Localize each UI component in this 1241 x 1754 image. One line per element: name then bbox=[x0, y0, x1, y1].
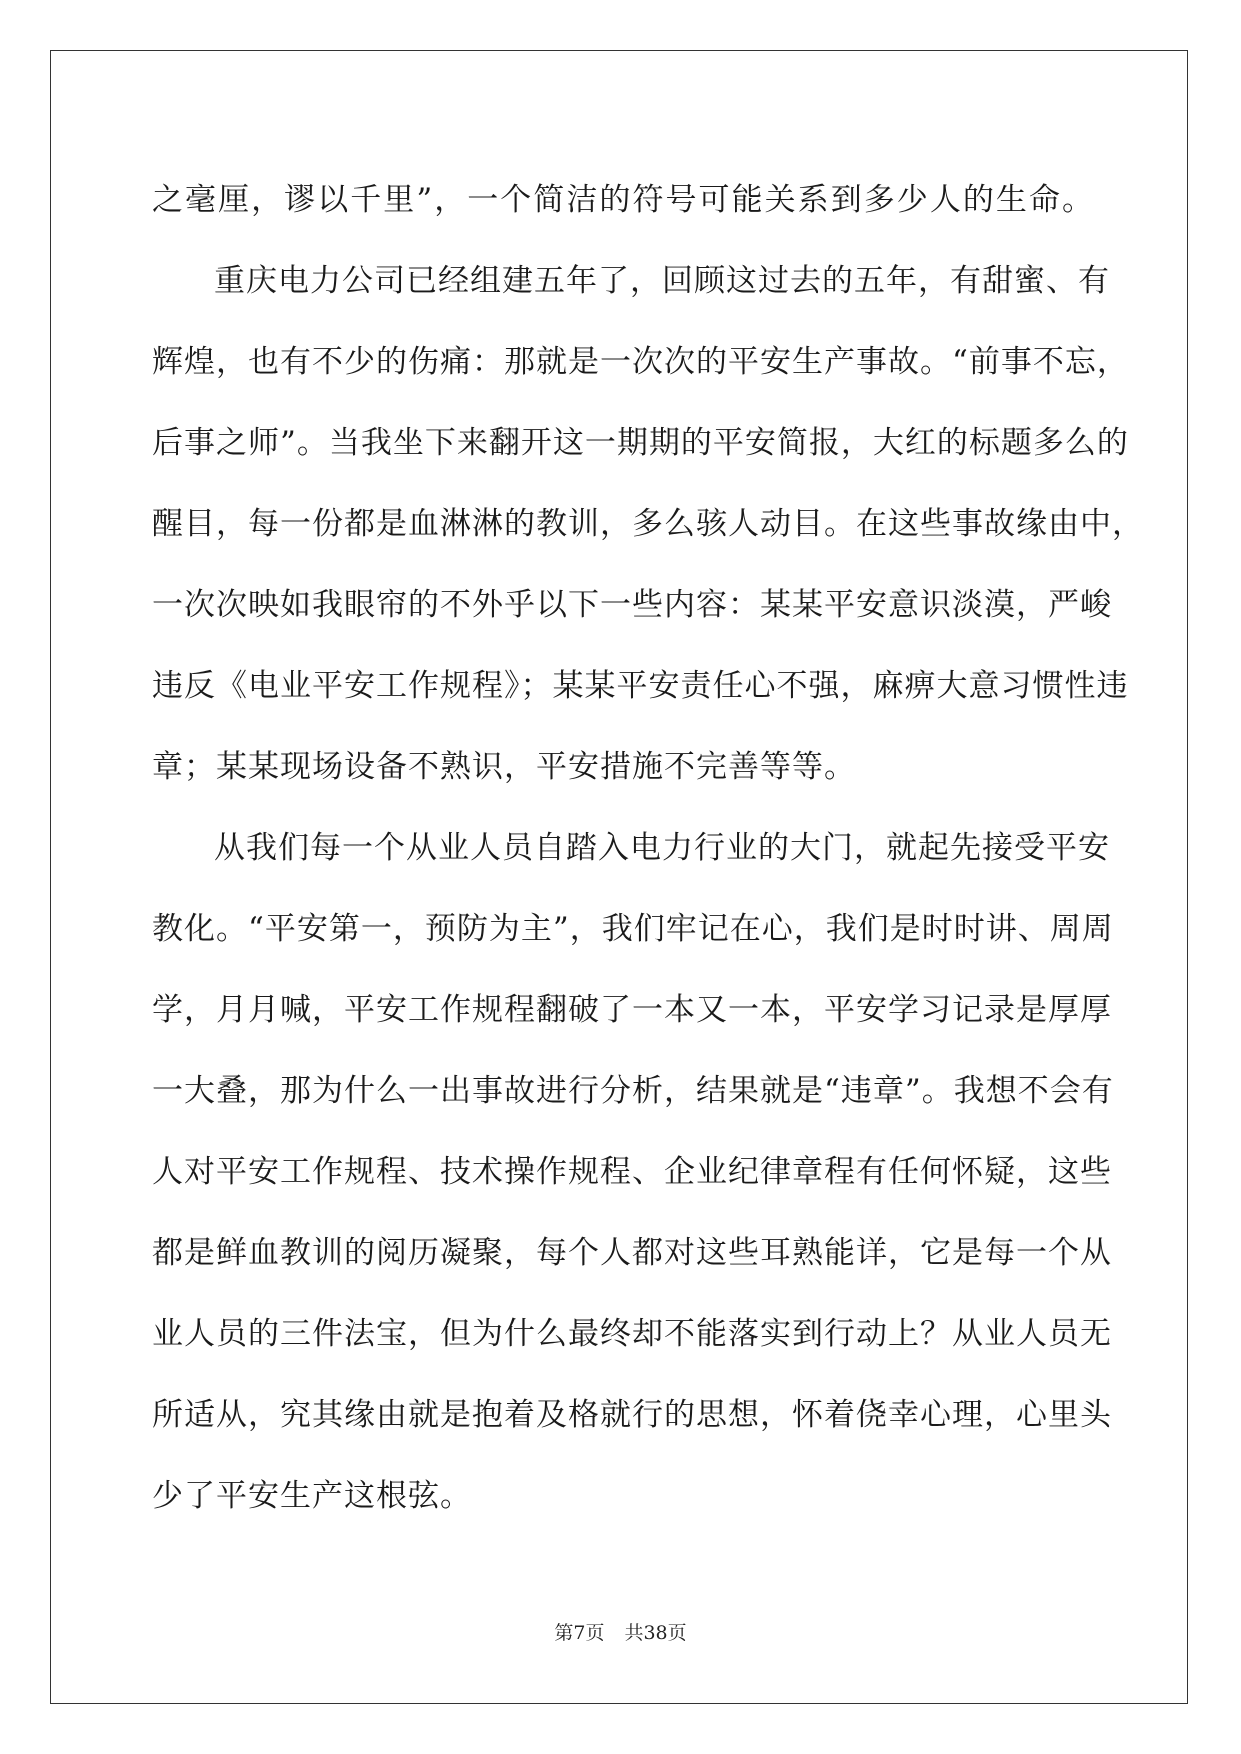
document-body bbox=[152, 160, 1144, 1537]
text-line: 学，月月喊，平安工作规程翻破了一本又一本，平安学习记录是厚厚 bbox=[152, 992, 1112, 1028]
text-line: 少了平安生产这根弦。 bbox=[152, 1478, 472, 1514]
text-line: 一大叠，那为什么一出事故进行分析，结果就是“违章”。我想不会有 bbox=[152, 1073, 1114, 1109]
text-line: 所适从，究其缘由就是抱着及格就行的思想，怀着侥幸心理，心里头 bbox=[152, 1397, 1112, 1433]
text-line: 后事之师”。当我坐下来翻开这一期期的平安简报，大红的标题多么的 bbox=[152, 425, 1129, 461]
text-line: 章；某某现场设备不熟识，平安措施不完善等等。 bbox=[152, 749, 856, 785]
text-line: 从我们每一个从业人员自踏入电力行业的大门，就起先接受平安 bbox=[214, 830, 1110, 866]
text-line: 业人员的三件法宝，但为什么最终却不能落实到行动上？从业人员无 bbox=[152, 1316, 1112, 1352]
page-footer bbox=[0, 1618, 1241, 1645]
text-line: 之毫厘，谬以千里”，一个简洁的符号可能关系到多少人的生命。 bbox=[152, 182, 1094, 218]
text-line: 教化。“平安第一，预防为主”，我们牢记在心，我们是时时讲、周周 bbox=[152, 911, 1114, 947]
text-line: 重庆电力公司已经组建五年了，回顾这过去的五年，有甜蜜、有 bbox=[214, 263, 1110, 299]
text-line: 违反《电业平安工作规程》；某某平安责任心不强，麻痹大意习惯性违 bbox=[152, 668, 1129, 704]
text-line: 都是鲜血教训的阅历凝聚，每个人都对这些耳熟能详，它是每一个从 bbox=[152, 1235, 1112, 1271]
text-line: 辉煌，也有不少的伤痛：那就是一次次的平安生产事故。“前事不忘， bbox=[152, 344, 1129, 380]
text-line: 一次次映如我眼帘的不外乎以下一些内容：某某平安意识淡漠，严峻 bbox=[152, 587, 1112, 623]
page-number: 第7页 bbox=[554, 1622, 605, 1644]
text-line: 人对平安工作规程、技术操作规程、企业纪律章程有任何怀疑，这些 bbox=[152, 1154, 1112, 1190]
text-line: 醒目，每一份都是血淋淋的教训，多么骇人动目。在这些事故缘由中， bbox=[152, 506, 1144, 542]
total-pages: 共38页 bbox=[624, 1622, 687, 1644]
